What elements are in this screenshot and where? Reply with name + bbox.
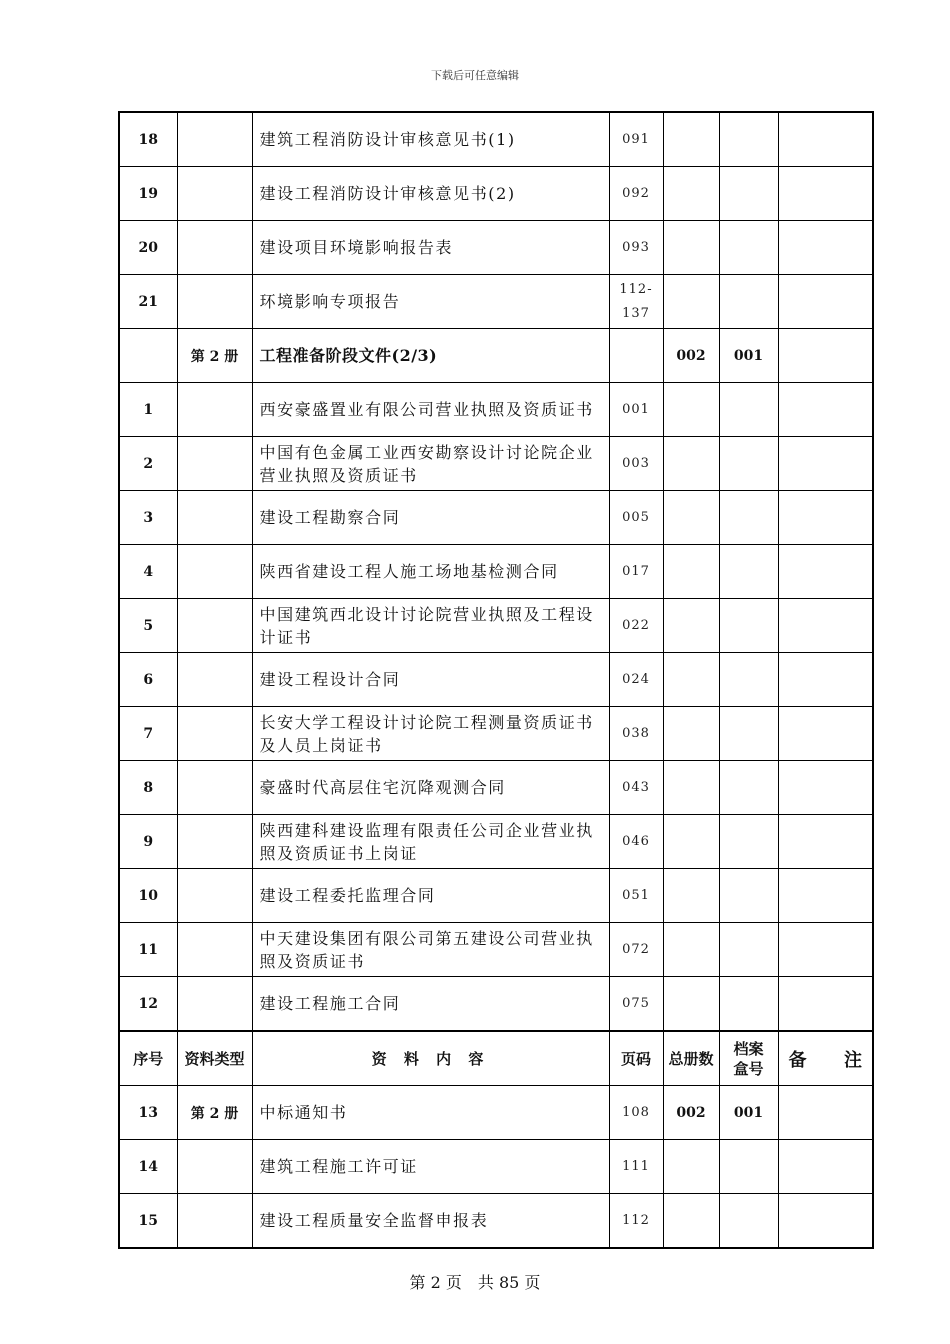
row-remark — [778, 167, 873, 221]
row-seq: 7 — [119, 707, 177, 761]
row-type — [177, 545, 252, 599]
row-remark — [778, 815, 873, 869]
row-page: 075 — [609, 977, 663, 1032]
row-total-volumes — [663, 112, 719, 167]
header-type: 资料类型 — [177, 1031, 252, 1086]
row-remark — [778, 329, 873, 383]
table-row — [119, 545, 873, 599]
row-seq: 12 — [119, 977, 177, 1032]
row-content: 建筑工程消防设计审核意见书(1) — [252, 112, 609, 167]
row-seq: 14 — [119, 1140, 177, 1194]
row-seq: 6 — [119, 653, 177, 707]
row-page: 091 — [609, 112, 663, 167]
archive-index-table — [118, 111, 874, 1249]
row-page: 017 — [609, 545, 663, 599]
row-page: 112 — [609, 1194, 663, 1249]
row-content: 环境影响专项报告 — [252, 275, 609, 329]
row-content: 中天建设集团有限公司第五建设公司营业执照及资质证书 — [252, 923, 609, 977]
row-seq: 9 — [119, 815, 177, 869]
row-content: 中国建筑西北设计讨论院营业执照及工程设计证书 — [252, 599, 609, 653]
row-remark — [778, 653, 873, 707]
header-page: 页码 — [609, 1031, 663, 1086]
row-content: 建设工程设计合同 — [252, 653, 609, 707]
row-seq: 5 — [119, 599, 177, 653]
row-box-no — [719, 653, 778, 707]
download-note: 下载后可任意编辑 — [431, 69, 519, 82]
row-type — [177, 1194, 252, 1249]
row-page: 003 — [609, 437, 663, 491]
row-type — [177, 491, 252, 545]
row-remark — [778, 923, 873, 977]
table-row — [119, 275, 873, 329]
row-seq: 20 — [119, 221, 177, 275]
table-row — [119, 761, 873, 815]
table-row — [119, 869, 873, 923]
row-type — [177, 275, 252, 329]
row-total-volumes — [663, 599, 719, 653]
row-remark — [778, 275, 873, 329]
row-seq: 1 — [119, 383, 177, 437]
row-remark — [778, 1140, 873, 1194]
row-total-volumes: 002 — [663, 1086, 719, 1140]
row-box-no — [719, 869, 778, 923]
row-page: 111 — [609, 1140, 663, 1194]
header-box-no — [719, 1031, 778, 1086]
row-box-no — [719, 275, 778, 329]
row-box-no — [719, 383, 778, 437]
row-box-no — [719, 761, 778, 815]
row-content: 长安大学工程设计讨论院工程测量资质证书及人员上岗证书 — [252, 707, 609, 761]
row-seq: 13 — [119, 1086, 177, 1140]
row-total-volumes — [663, 221, 719, 275]
row-total-volumes — [663, 761, 719, 815]
row-page: 092 — [609, 167, 663, 221]
table-row — [119, 329, 873, 383]
row-page: 046 — [609, 815, 663, 869]
row-total-volumes — [663, 545, 719, 599]
row-type — [177, 923, 252, 977]
row-content: 建设工程消防设计审核意见书(2) — [252, 167, 609, 221]
row-type — [177, 977, 252, 1032]
row-content: 建筑工程施工许可证 — [252, 1140, 609, 1194]
row-content: 建设工程质量安全监督申报表 — [252, 1194, 609, 1249]
row-box-no — [719, 437, 778, 491]
row-type — [177, 599, 252, 653]
row-remark — [778, 491, 873, 545]
row-total-volumes — [663, 707, 719, 761]
row-box-no: 001 — [719, 329, 778, 383]
row-box-no — [719, 1140, 778, 1194]
row-page: 051 — [609, 869, 663, 923]
row-page: 001 — [609, 383, 663, 437]
row-content: 豪盛时代高层住宅沉降观测合同 — [252, 761, 609, 815]
table-row — [119, 112, 873, 167]
row-page — [609, 329, 663, 383]
header-remark-a: 备 — [788, 1049, 807, 1071]
row-page: 072 — [609, 923, 663, 977]
row-page: 112-137 — [609, 275, 663, 329]
row-seq: 18 — [119, 112, 177, 167]
table-row — [119, 653, 873, 707]
table-body-top — [119, 112, 873, 1031]
row-total-volumes: 002 — [663, 329, 719, 383]
row-remark — [778, 221, 873, 275]
table-row — [119, 977, 873, 1032]
row-type — [177, 869, 252, 923]
row-total-volumes — [663, 491, 719, 545]
row-type — [177, 653, 252, 707]
row-type: 第 2 册 — [177, 329, 252, 383]
row-box-no — [719, 221, 778, 275]
row-remark — [778, 1086, 873, 1140]
row-content: 建设工程委托监理合同 — [252, 869, 609, 923]
row-total-volumes — [663, 869, 719, 923]
row-remark — [778, 599, 873, 653]
row-box-no — [719, 923, 778, 977]
header-total-volumes: 总册数 — [663, 1031, 719, 1086]
row-seq: 15 — [119, 1194, 177, 1249]
row-type — [177, 707, 252, 761]
row-page: 005 — [609, 491, 663, 545]
row-type — [177, 221, 252, 275]
row-remark — [778, 869, 873, 923]
row-type — [177, 761, 252, 815]
row-page: 093 — [609, 221, 663, 275]
table-row — [119, 221, 873, 275]
table-body-bottom — [119, 1086, 873, 1249]
row-box-no — [719, 599, 778, 653]
header-seq: 序号 — [119, 1031, 177, 1086]
row-seq: 8 — [119, 761, 177, 815]
row-content: 西安豪盛置业有限公司营业执照及资质证书 — [252, 383, 609, 437]
row-box-no — [719, 112, 778, 167]
page-footer: 第 2 页 共 85 页 — [409, 1273, 541, 1292]
row-remark — [778, 707, 873, 761]
row-remark — [778, 761, 873, 815]
table-row — [119, 1086, 873, 1140]
row-seq: 11 — [119, 923, 177, 977]
row-type — [177, 815, 252, 869]
row-seq: 3 — [119, 491, 177, 545]
row-seq: 2 — [119, 437, 177, 491]
table-header — [119, 1031, 873, 1086]
row-content: 中标通知书 — [252, 1086, 609, 1140]
row-total-volumes — [663, 275, 719, 329]
table-row — [119, 1140, 873, 1194]
row-total-volumes — [663, 1140, 719, 1194]
row-remark — [778, 383, 873, 437]
header-box-no-line2: 盒号 — [733, 1059, 764, 1078]
row-seq: 4 — [119, 545, 177, 599]
header-box-no-line1: 档案 — [733, 1039, 764, 1058]
row-content: 陕西建科建设监理有限责任公司企业营业执照及资质证书上岗证 — [252, 815, 609, 869]
row-seq — [119, 329, 177, 383]
row-type — [177, 112, 252, 167]
row-box-no — [719, 815, 778, 869]
header-remark — [778, 1031, 873, 1086]
row-box-no — [719, 977, 778, 1032]
row-remark — [778, 1194, 873, 1249]
row-seq: 10 — [119, 869, 177, 923]
row-seq: 19 — [119, 167, 177, 221]
row-type: 第 2 册 — [177, 1086, 252, 1140]
row-box-no — [719, 545, 778, 599]
table-row — [119, 923, 873, 977]
row-type — [177, 437, 252, 491]
table-row — [119, 491, 873, 545]
row-total-volumes — [663, 815, 719, 869]
row-box-no — [719, 491, 778, 545]
row-total-volumes — [663, 977, 719, 1032]
row-content: 陕西省建设工程人施工场地基检测合同 — [252, 545, 609, 599]
row-type — [177, 383, 252, 437]
row-page: 038 — [609, 707, 663, 761]
table-row — [119, 815, 873, 869]
row-box-no — [719, 707, 778, 761]
row-total-volumes — [663, 923, 719, 977]
row-total-volumes — [663, 1194, 719, 1249]
row-remark — [778, 545, 873, 599]
table-header-row — [119, 1031, 873, 1086]
row-total-volumes — [663, 167, 719, 221]
row-box-no: 001 — [719, 1086, 778, 1140]
table-row — [119, 707, 873, 761]
table-row — [119, 437, 873, 491]
row-remark — [778, 437, 873, 491]
row-page: 108 — [609, 1086, 663, 1140]
table-row — [119, 1194, 873, 1249]
row-box-no — [719, 167, 778, 221]
row-type — [177, 1140, 252, 1194]
row-seq: 21 — [119, 275, 177, 329]
row-page: 043 — [609, 761, 663, 815]
row-content: 工程准备阶段文件(2/3) — [252, 329, 609, 383]
row-page: 024 — [609, 653, 663, 707]
row-box-no — [719, 1194, 778, 1249]
row-page: 022 — [609, 599, 663, 653]
row-total-volumes — [663, 653, 719, 707]
table-row — [119, 599, 873, 653]
row-total-volumes — [663, 437, 719, 491]
row-type — [177, 167, 252, 221]
table-row — [119, 383, 873, 437]
row-total-volumes — [663, 383, 719, 437]
table-row — [119, 167, 873, 221]
row-content: 建设项目环境影响报告表 — [252, 221, 609, 275]
header-content: 资 料 内 容 — [252, 1031, 609, 1086]
row-content: 中国有色金属工业西安勘察设计讨论院企业营业执照及资质证书 — [252, 437, 609, 491]
row-remark — [778, 977, 873, 1032]
row-content: 建设工程勘察合同 — [252, 491, 609, 545]
header-remark-b: 注 — [844, 1049, 862, 1071]
row-remark — [778, 112, 873, 167]
row-content: 建设工程施工合同 — [252, 977, 609, 1032]
